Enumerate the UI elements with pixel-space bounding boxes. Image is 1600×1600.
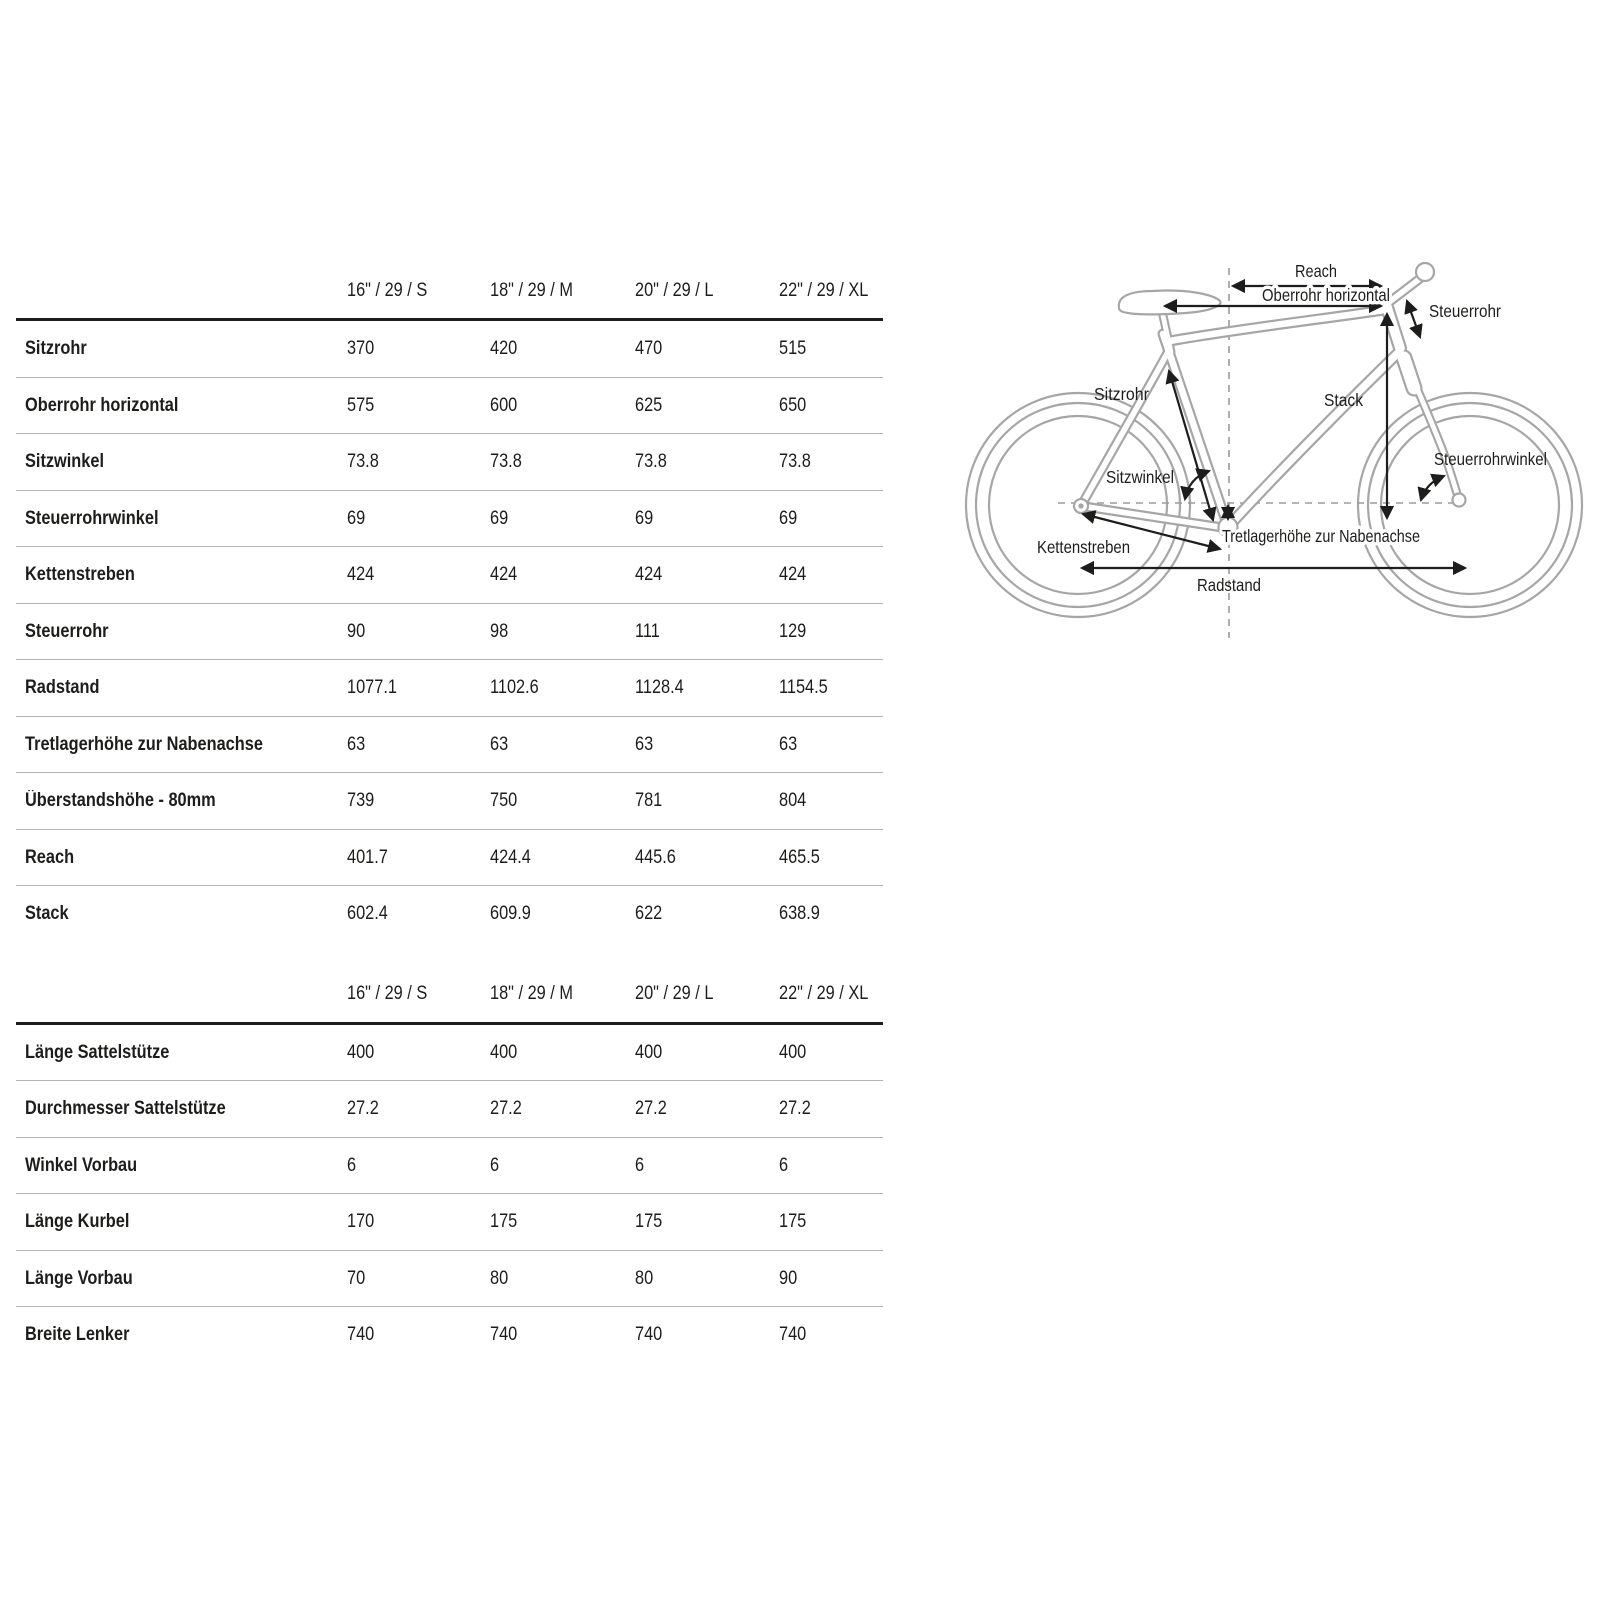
- row-value: 69: [490, 507, 509, 529]
- size-column-header: 16" / 29 / S: [347, 279, 428, 301]
- geometry-row: [16, 604, 883, 661]
- diagram-label-stack: Stack: [1324, 390, 1364, 410]
- row-label: Durchmesser Sattelstütze: [25, 1098, 226, 1120]
- row-value: 98: [490, 620, 509, 642]
- row-value: 650: [779, 394, 807, 416]
- row-value: 80: [635, 1267, 654, 1289]
- geometry-row: [16, 1307, 883, 1363]
- row-value: 602.4: [347, 903, 388, 925]
- geometry-row: [16, 321, 883, 378]
- row-value: 401.7: [347, 846, 388, 868]
- row-value: 740: [347, 1324, 375, 1346]
- row-value: 370: [347, 338, 375, 360]
- row-label: Stack: [25, 903, 69, 925]
- row-value: 424: [635, 564, 663, 586]
- size-column-header: 22" / 29 / XL: [779, 983, 869, 1004]
- row-value: 515: [779, 338, 807, 360]
- row-value: 90: [779, 1267, 798, 1289]
- row-label: Länge Kurbel: [25, 1211, 130, 1233]
- row-value: 600: [490, 394, 518, 416]
- row-value: 175: [635, 1211, 663, 1233]
- row-value: 575: [347, 394, 375, 416]
- diagram-label-kettenstreben: Kettenstreben: [1037, 537, 1130, 557]
- row-value: 781: [635, 790, 663, 812]
- row-value: 1128.4: [635, 677, 684, 699]
- row-value: 470: [635, 338, 663, 360]
- geometry-row: [16, 378, 883, 435]
- row-value: 400: [635, 1041, 663, 1063]
- row-value: 129: [779, 620, 807, 642]
- steuerrohrwinkel-angle-arc: [1421, 476, 1444, 500]
- row-label: Oberrohr horizontal: [25, 394, 179, 416]
- row-label: Überstandshöhe - 80mm: [25, 790, 216, 812]
- row-label: Radstand: [25, 677, 100, 699]
- geometry-row: [16, 717, 883, 774]
- row-value: 465.5: [779, 846, 820, 868]
- row-value: 69: [347, 507, 366, 529]
- section-header-row: [16, 966, 883, 1025]
- geometry-row: [16, 1081, 883, 1138]
- row-value: 73.8: [635, 451, 667, 473]
- row-value: 804: [779, 790, 807, 812]
- row-value: 6: [779, 1154, 789, 1176]
- row-value: 63: [779, 733, 798, 755]
- row-value: 63: [347, 733, 366, 755]
- geometry-row: [16, 660, 883, 717]
- geometry-table: [16, 262, 883, 1363]
- diagram-label-sitzrohr: Sitzrohr: [1094, 384, 1150, 404]
- row-value: 750: [490, 790, 518, 812]
- geometry-row: [16, 1194, 883, 1251]
- front-dropout: [1453, 494, 1466, 507]
- row-value: 27.2: [635, 1098, 667, 1120]
- row-label: Kettenstreben: [25, 564, 135, 586]
- row-value: 69: [635, 507, 654, 529]
- row-value: 622: [635, 903, 663, 925]
- geometry-row: [16, 1251, 883, 1308]
- row-value: 638.9: [779, 903, 820, 925]
- size-column-header: 16" / 29 / S: [347, 983, 428, 1004]
- row-value: 90: [347, 620, 366, 642]
- row-value: 1077.1: [347, 677, 397, 699]
- rear-axle-dot: [1078, 503, 1083, 508]
- geometry-row: [16, 434, 883, 491]
- row-value: 1102.6: [490, 677, 539, 699]
- row-value: 1154.5: [779, 677, 828, 699]
- sitzwinkel-axis-arrow: [1169, 371, 1213, 520]
- row-value: 424.4: [490, 846, 531, 868]
- row-label: Breite Lenker: [25, 1324, 130, 1346]
- diagram-label-reach: Reach: [1295, 261, 1337, 281]
- row-value: 625: [635, 394, 663, 416]
- row-value: 424: [347, 564, 375, 586]
- row-value: 63: [635, 733, 654, 755]
- row-value: 27.2: [490, 1098, 522, 1120]
- diagram-label-oberrohr: Oberrohr horizontal: [1262, 285, 1390, 305]
- row-value: 740: [635, 1324, 663, 1346]
- row-value: 740: [779, 1324, 807, 1346]
- row-value: 6: [635, 1154, 645, 1176]
- geometry-row: [16, 830, 883, 887]
- diagram-label-steuerrohrwinkel: Steuerrohrwinkel: [1434, 449, 1547, 469]
- row-value: 175: [779, 1211, 807, 1233]
- row-label: Sitzrohr: [25, 338, 87, 360]
- row-label: Winkel Vorbau: [25, 1154, 138, 1176]
- diagram-label-radstand: Radstand: [1197, 575, 1261, 595]
- row-value: 445.6: [635, 846, 676, 868]
- geometry-row: [16, 773, 883, 830]
- row-value: 400: [779, 1041, 807, 1063]
- row-label: Steuerrohrwinkel: [25, 507, 159, 529]
- size-column-header: 22" / 29 / XL: [779, 279, 869, 301]
- geometry-row: [16, 886, 883, 942]
- row-label: Länge Vorbau: [25, 1267, 133, 1289]
- size-column-header: 18" / 29 / M: [490, 279, 574, 301]
- geometry-row: [16, 491, 883, 548]
- row-value: 420: [490, 338, 518, 360]
- row-value: 80: [490, 1267, 509, 1289]
- row-value: 424: [490, 564, 518, 586]
- row-value: 170: [347, 1211, 375, 1233]
- row-value: 69: [779, 507, 798, 529]
- row-value: 400: [347, 1041, 375, 1063]
- bike-diagram: [950, 240, 1598, 650]
- row-value: 6: [347, 1154, 357, 1176]
- row-value: 175: [490, 1211, 518, 1233]
- size-column-header: 20" / 29 / L: [635, 983, 714, 1004]
- row-value: 111: [635, 620, 660, 642]
- row-value: 27.2: [347, 1098, 379, 1120]
- row-label: Tretlagerhöhe zur Nabenachse: [25, 733, 263, 755]
- row-value: 740: [490, 1324, 518, 1346]
- row-label: Sitzwinkel: [25, 451, 104, 473]
- front-wheel: [1358, 393, 1582, 617]
- row-value: 73.8: [779, 451, 811, 473]
- geometry-row: [16, 547, 883, 604]
- diagram-label-tretlagerhoehe: Tretlagerhöhe zur Nabenachse: [1222, 526, 1420, 546]
- row-value: 400: [490, 1041, 518, 1063]
- row-value: 739: [347, 790, 375, 812]
- geometry-row: [16, 1138, 883, 1195]
- diagram-label-steuerrohr: Steuerrohr: [1429, 301, 1502, 321]
- row-value: 424: [779, 564, 807, 586]
- row-value: 609.9: [490, 903, 531, 925]
- row-value: 73.8: [490, 451, 522, 473]
- diagram-label-sitzwinkel: Sitzwinkel: [1106, 467, 1174, 487]
- geometry-row: [16, 1025, 883, 1082]
- row-value: 73.8: [347, 451, 379, 473]
- steuerrohr-arrow: [1407, 301, 1420, 337]
- row-label: Länge Sattelstütze: [25, 1041, 170, 1063]
- row-value: 27.2: [779, 1098, 811, 1120]
- saddle: [1119, 291, 1221, 315]
- handlebar-grip: [1416, 263, 1434, 281]
- size-column-header: 18" / 29 / M: [490, 983, 574, 1004]
- row-label: Steuerrohr: [25, 620, 109, 642]
- size-column-header: 20" / 29 / L: [635, 279, 714, 301]
- row-value: 70: [347, 1267, 366, 1289]
- row-value: 63: [490, 733, 509, 755]
- section-header-row: [16, 262, 883, 321]
- row-value: 6: [490, 1154, 500, 1176]
- row-label: Reach: [25, 846, 75, 868]
